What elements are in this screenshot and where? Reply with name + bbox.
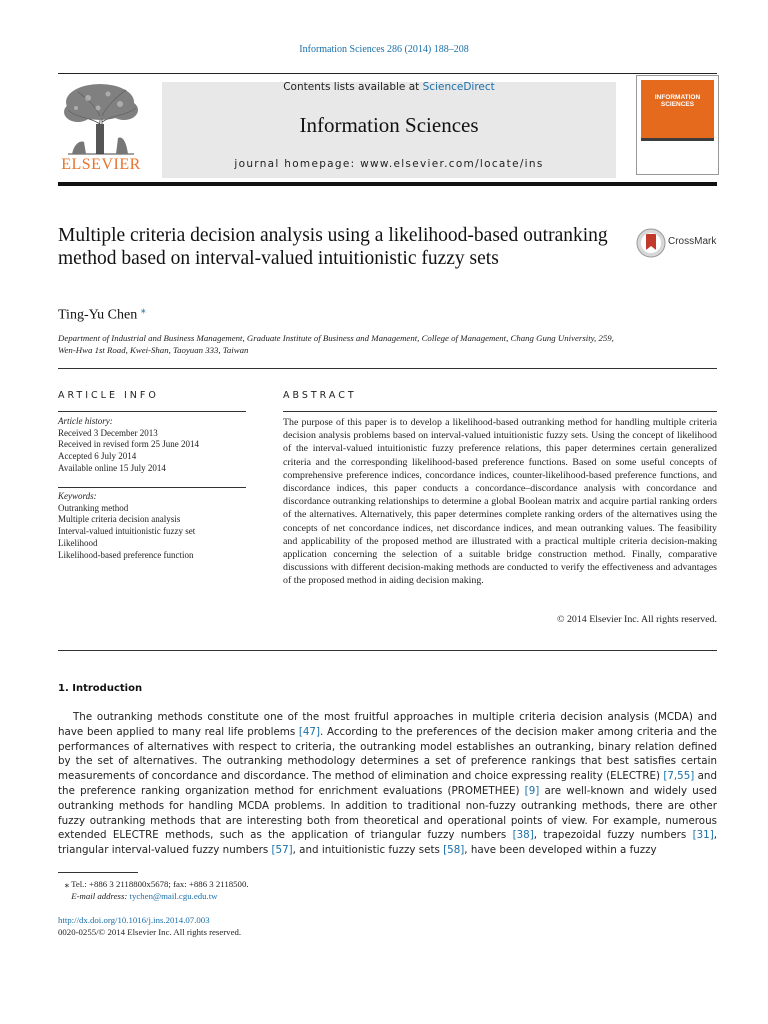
footnote-contact bbox=[58, 878, 718, 890]
publisher-logo-text: ELSEVIER bbox=[61, 156, 141, 173]
introduction-paragraph bbox=[58, 710, 717, 858]
journal-title: Information Sciences bbox=[299, 113, 479, 137]
paragraph-text: , trapezoidal fuzzy numbers bbox=[533, 829, 693, 842]
keyword-item: Outranking method bbox=[58, 502, 129, 513]
keyword-item: Likelihood bbox=[58, 537, 98, 548]
crossmark-label[interactable]: CrossMark bbox=[668, 236, 717, 247]
contents-prefix: Contents lists available at bbox=[283, 81, 423, 93]
abstract-copyright: © 2014 Elsevier Inc. All rights reserved. bbox=[557, 614, 717, 625]
paragraph-text: The outranking methods constitute one of the most fruitful approaches in multiple criteria decision analysis (MCDA) and have been applied to many real life problems bbox=[58, 711, 717, 738]
cover-bar bbox=[641, 138, 714, 141]
citation-link[interactable]: [31] bbox=[692, 829, 714, 842]
crossmark-icon bbox=[636, 228, 666, 258]
footnote-contact-text: Tel.: +886 3 2118800x5678; fax: +886 3 2118500. bbox=[71, 879, 249, 889]
cover-panel bbox=[641, 80, 714, 138]
doi-link[interactable]: http://dx.doi.org/10.1016/j.ins.2014.07.003 bbox=[58, 915, 210, 925]
footnote-mark: ⁎ bbox=[64, 879, 70, 889]
email-label: E-mail address: bbox=[71, 891, 128, 901]
paragraph-text: , and intuitionistic fuzzy sets bbox=[292, 844, 444, 857]
affiliation-line1: Department of Industrial and Business Management, Graduate Institute of Business and Management, College of Management, Chang Gung University, 259, bbox=[58, 333, 614, 343]
keyword-item: Interval-valued intuitionistic fuzzy set bbox=[58, 526, 196, 537]
article-info-rule bbox=[58, 411, 246, 412]
history-item: Available online 15 July 2014 bbox=[58, 462, 166, 473]
abstract-heading: ABSTRACT bbox=[283, 390, 357, 401]
citation-link[interactable]: [7,55] bbox=[663, 770, 695, 783]
history-item: Received 3 December 2013 bbox=[58, 427, 158, 438]
history-item: Accepted 6 July 2014 bbox=[58, 451, 137, 462]
citation-link[interactable]: [57] bbox=[271, 844, 293, 857]
abstract-rule bbox=[283, 411, 717, 412]
citation-link[interactable]: [58] bbox=[443, 844, 465, 857]
affiliation-line2: Wen-Hwa 1st Road, Kwei-Shan, Taoyuan 333, Taiwan bbox=[58, 345, 249, 355]
cover-title bbox=[641, 94, 714, 108]
citation-link[interactable]: [38] bbox=[512, 829, 534, 842]
paragraph-text: . According to the preferences of the decision maker among criteria and the performances of alternatives with respect to criteria, the outranking model establishes an outranking, binary relation defined by the set of alternatives. The outranking methodology determines a set of preference rankings that best satisfies certain measurements of concordance and discordance. The method of elimination and choice expressing reality (ELECTRE) bbox=[58, 725, 717, 783]
cover-title-line2: SCIENCES bbox=[660, 101, 695, 108]
cover-title-line1: INFORMATION bbox=[654, 94, 701, 101]
article-info-heading: ARTICLE INFO bbox=[58, 390, 159, 401]
issn-line: 0020-0255/© 2014 Elsevier Inc. All rights reserved. bbox=[58, 927, 242, 937]
abstract-text: The purpose of this paper is to develop a likelihood-based outranking method for handling multiple criteria decision analysis problems based on interval-valued intuitionistic fuzzy sets. Using the concept of likelihood of the interval-valued intuitionistic fuzzy preference relations, this paper determines certain generalized criteria and the corresponding likelihood-based preference functions. Based on some useful concepts of comprehensive preference indices, concordance indices, counter-likelihood-based preference functions, and discordance indices, this paper conducts a concordance–discordance analysis with concordance and discordance outranking relationships to determine a global Boolean matrix and acquire partial ranking orders of the alternatives. Alternatively, this paper determines complete ranking orders of the alternatives using the concepts of net concordance indices, net discordance indices, and mean outranking values. The feasibility and applicability of the proposed method are illustrated with a practical multiple criteria decision-making application concerning the selection of a suitable bridge construction method. Finally, comparative discussions with different decision-making methods are conducted to verify the effectiveness and advantages of the proposed method in aiding decision making. bbox=[283, 417, 717, 587]
header-rule bbox=[58, 73, 717, 74]
author-name bbox=[58, 305, 146, 324]
journal-reference[interactable]: Information Sciences 286 (2014) 188–208 bbox=[299, 44, 469, 55]
footnote-rule bbox=[58, 872, 138, 873]
journal-homepage[interactable]: journal homepage: www.elsevier.com/locate/ins bbox=[234, 158, 544, 170]
journal-cover-thumbnail bbox=[636, 75, 719, 175]
email-link[interactable]: tychen@mail.cgu.edu.tw bbox=[129, 891, 218, 901]
paragraph-text: , triangular interval-valued fuzzy numbers bbox=[58, 829, 717, 857]
author-footnote-mark[interactable]: ⁎ bbox=[140, 305, 146, 316]
sciencedirect-link[interactable]: ScienceDirect bbox=[422, 81, 495, 93]
history-label: Article history: bbox=[58, 416, 113, 426]
article-history bbox=[58, 416, 258, 475]
paragraph-text: are well-known and widely used outranking methods for handling MCDA problems. In addition to traditional non-fuzzy outranking methods, there are other fuzzy outranking methods that are interesting both from theoretical and operational points of view. For example, numerous extended ELECTRE methods, such as the application of triangular fuzzy numbers bbox=[58, 784, 717, 842]
abstract-bottom-rule bbox=[58, 650, 717, 651]
title-rule bbox=[58, 368, 717, 369]
introduction-heading: 1. Introduction bbox=[58, 683, 143, 694]
citation-link[interactable]: [47] bbox=[298, 725, 320, 738]
keyword-item: Multiple criteria decision analysis bbox=[58, 514, 181, 525]
citation-link[interactable]: [9] bbox=[524, 784, 540, 797]
keywords-list bbox=[58, 491, 258, 561]
history-item: Received in revised form 25 June 2014 bbox=[58, 439, 199, 450]
keywords-rule bbox=[58, 487, 246, 488]
paragraph-text: , have been developed within a fuzzy bbox=[464, 844, 657, 857]
contents-line bbox=[162, 81, 616, 93]
header-thick-rule bbox=[58, 182, 717, 186]
author-affiliation bbox=[58, 332, 718, 356]
author-name-text: Ting-Yu Chen bbox=[58, 307, 138, 323]
footnote-email bbox=[58, 890, 718, 902]
paper-title: Multiple criteria decision analysis using a likelihood-based outranking method based on interval-valued intuitionistic fuzzy sets bbox=[58, 225, 608, 269]
keyword-item: Likelihood-based preference function bbox=[58, 549, 194, 560]
keywords-label: Keywords: bbox=[58, 491, 97, 501]
paragraph-text: and the preference ranking organization method for enrichment evaluations (PROMETHEE) bbox=[58, 770, 717, 797]
